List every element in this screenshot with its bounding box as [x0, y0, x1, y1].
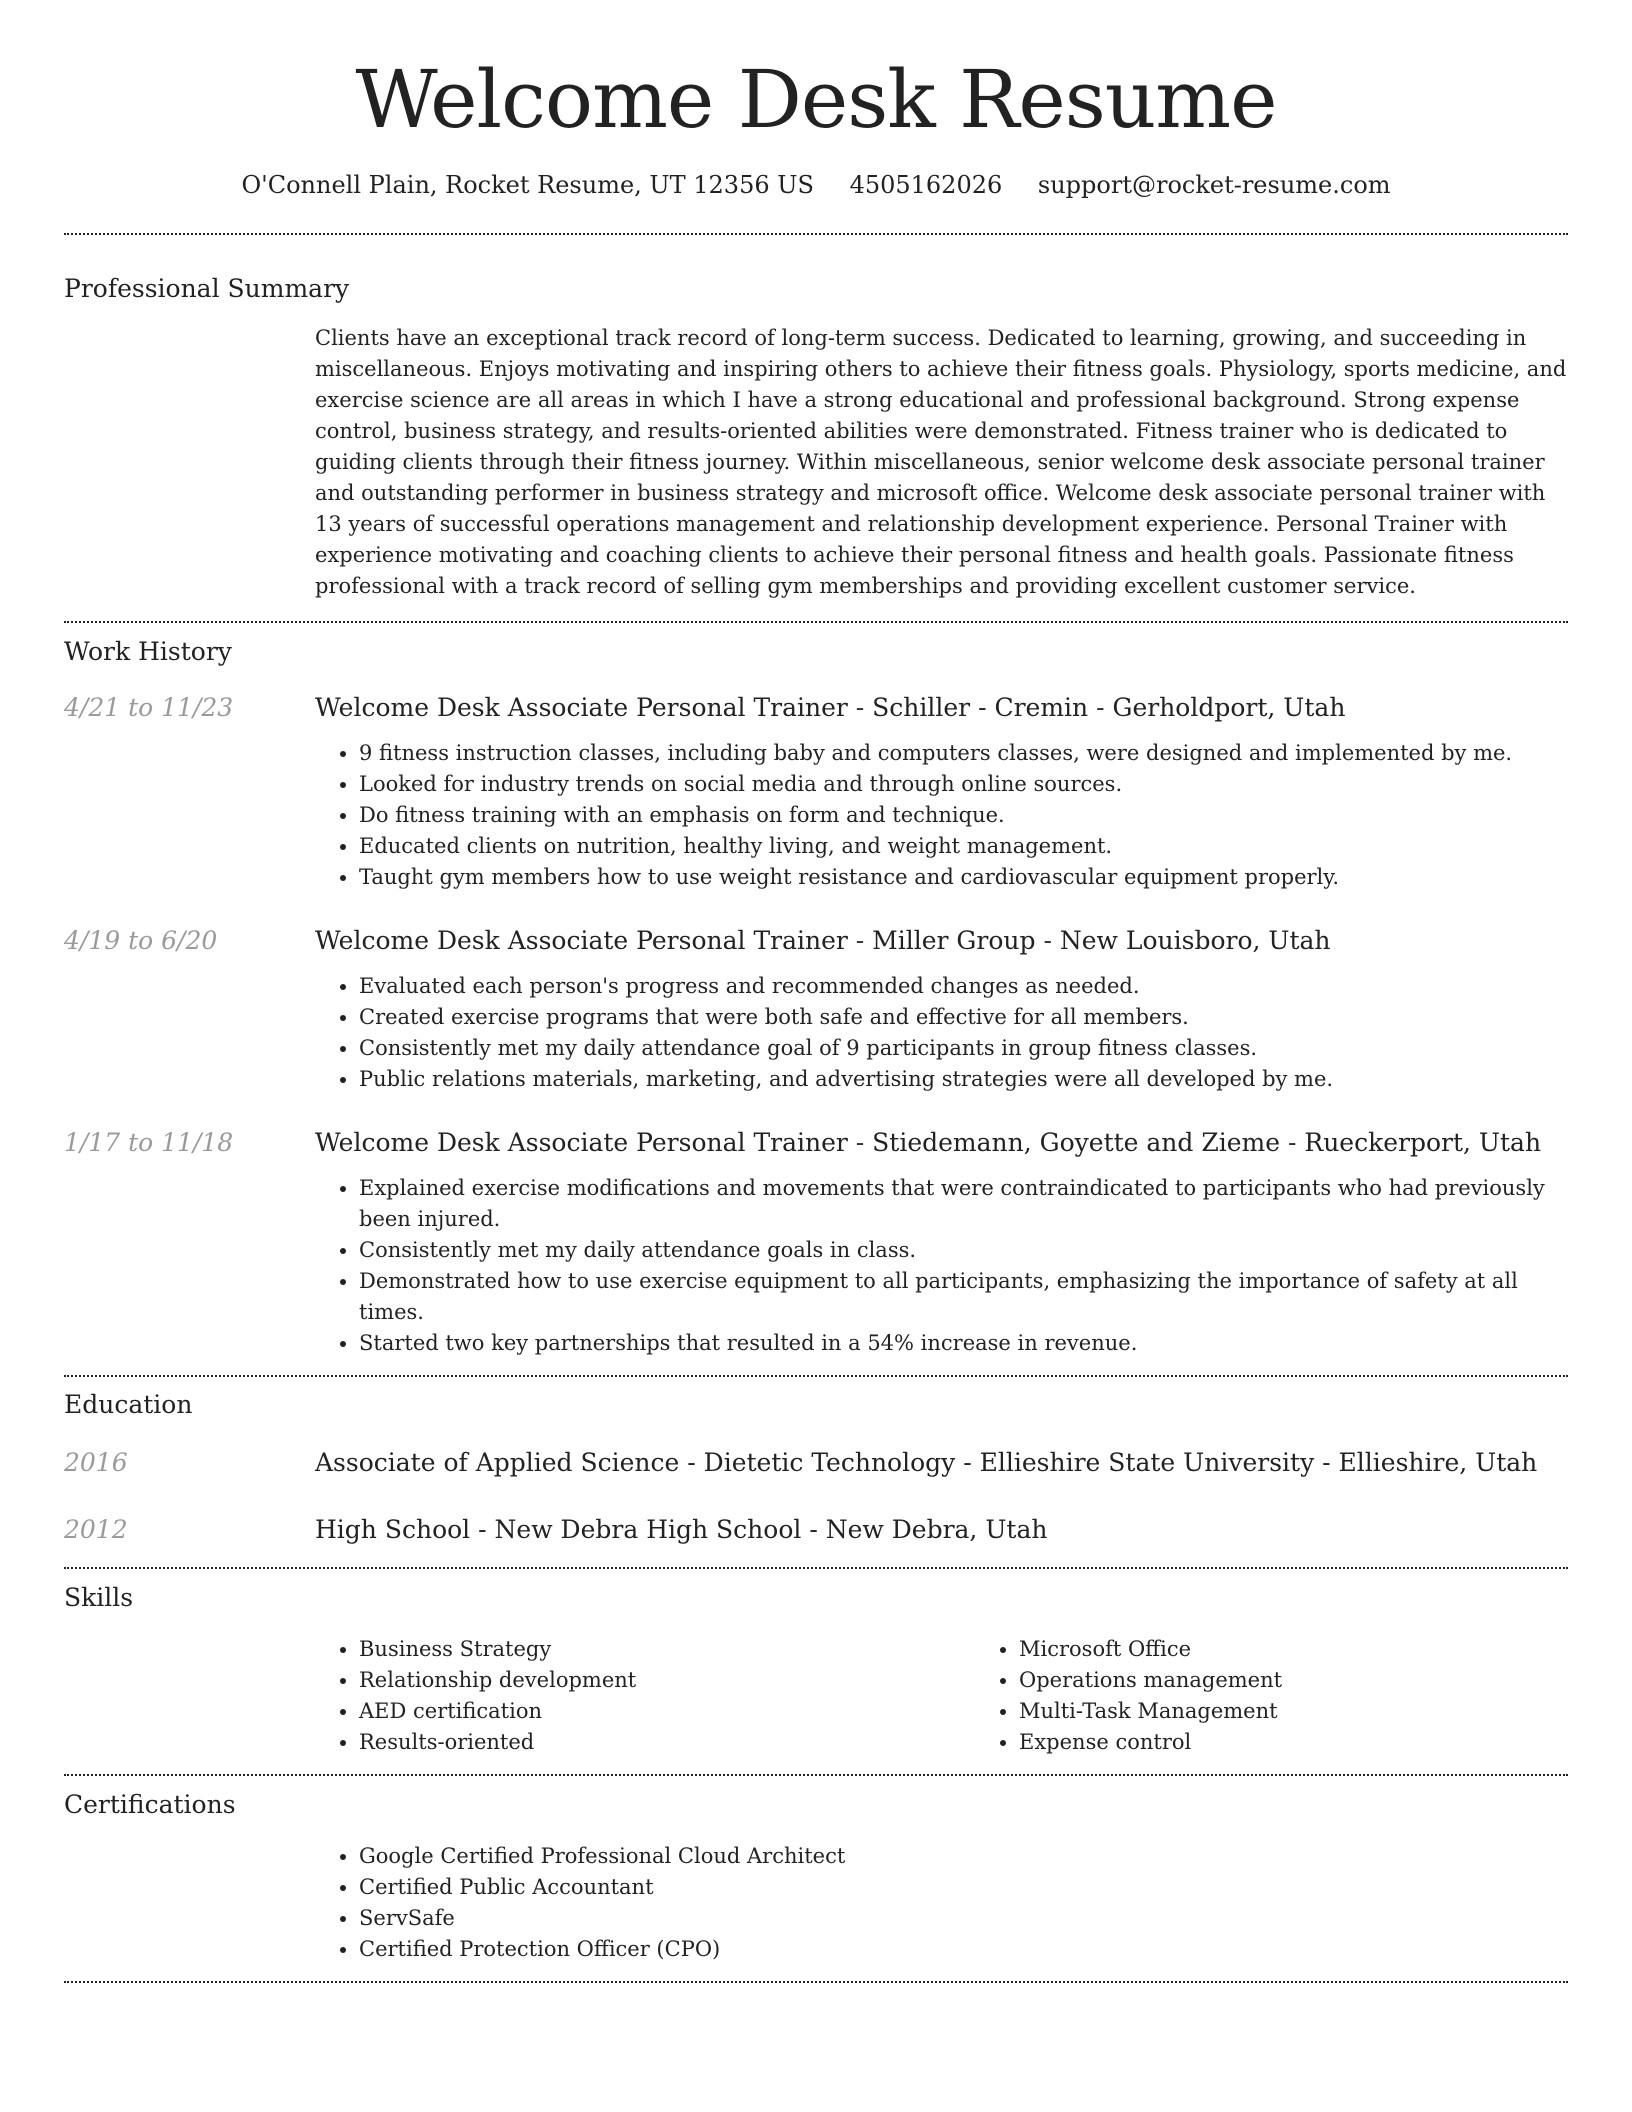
skill-item: • AED certification [359, 1696, 975, 1727]
divider [64, 1567, 1568, 1569]
job-title: Welcome Desk Associate Personal Trainer - Stiedemann, Goyette and Zieme - Rueckerport, Utah [315, 1128, 1542, 1157]
section-title-certifications: Certifications [64, 1790, 236, 1819]
education-degree: High School [315, 1515, 471, 1544]
certification-item: • Certified Protection Officer (CPO) [359, 1934, 1568, 1965]
section-title-summary: Professional Summary [64, 274, 350, 303]
education-year: 2012 [64, 1515, 128, 1544]
certification-item: • Certified Public Accountant [359, 1872, 1568, 1903]
section-title-education: Education [64, 1390, 193, 1419]
certification-item: • Google Certified Professional Cloud Architect [359, 1841, 1568, 1872]
divider [64, 1981, 1568, 1983]
contact-phone: 4505162026 [849, 171, 1003, 199]
job-entry [64, 924, 1568, 1095]
job-dates: 4/19 to 6/20 [64, 926, 218, 955]
job-entry [64, 691, 1568, 893]
education-location: Ellieshire, Utah [1338, 1448, 1538, 1477]
divider [64, 1774, 1568, 1776]
resume-page [64, 0, 1568, 1983]
list-item: • Explained exercise modifications and movements that were contraindicated to participants who had previously been injured. [359, 1173, 1568, 1235]
job-dates: 1/17 to 11/18 [64, 1128, 234, 1157]
education-year: 2016 [64, 1448, 128, 1477]
job-entry [64, 1126, 1568, 1359]
divider [64, 233, 1568, 235]
skill-item: • Relationship development [359, 1665, 975, 1696]
list-item: • Do fitness training with an emphasis on form and technique. [359, 800, 1568, 831]
list-item: • Created exercise programs that were both safe and effective for all members. [359, 1002, 1568, 1033]
divider [64, 621, 1568, 623]
skill-item: • Results-oriented [359, 1727, 975, 1758]
job-bullets [315, 1173, 1568, 1359]
list-item: • 9 fitness instruction classes, including baby and computers classes, were designed and implemented by me. [359, 738, 1568, 769]
skills-list [315, 1634, 1632, 1758]
education-school: Ellieshire State University [979, 1448, 1315, 1477]
certification-item: • ServSafe [359, 1903, 1568, 1934]
education-location: New Debra, Utah [825, 1515, 1048, 1544]
section-title-skills: Skills [64, 1583, 134, 1612]
section-title-work: Work History [64, 637, 232, 666]
divider [64, 1375, 1568, 1377]
job-bullets [315, 971, 1568, 1095]
list-item: • Demonstrated how to use exercise equipment to all participants, emphasizing the importance of safety at all times. [359, 1266, 1568, 1328]
list-item: • Taught gym members how to use weight resistance and cardiovascular equipment properly. [359, 862, 1568, 893]
contact-email: support@rocket-resume.com [1037, 171, 1391, 199]
list-item: • Evaluated each person's progress and recommended changes as needed. [359, 971, 1568, 1002]
list-item: • Educated clients on nutrition, healthy living, and weight management. [359, 831, 1568, 862]
skill-item: • Business Strategy [359, 1634, 975, 1665]
list-item: • Consistently met my daily attendance goals in class. [359, 1235, 1568, 1266]
skill-item: • Operations management [1019, 1665, 1632, 1696]
job-dates: 4/21 to 11/23 [64, 693, 234, 722]
contact-line [64, 168, 1568, 202]
resume-name: Welcome Desk Resume [355, 53, 1277, 146]
job-bullets [315, 738, 1568, 893]
list-item: • Public relations materials, marketing, and advertising strategies were all developed by me. [359, 1064, 1568, 1095]
list-item: • Consistently met my daily attendance goal of 9 participants in group fitness classes. [359, 1033, 1568, 1064]
list-item: • Looked for industry trends on social media and through online sources. [359, 769, 1568, 800]
education-entry: 2016 Associate of Applied Science - Dietetic Technology - Ellieshire State University - Ellieshire, Utah [64, 1446, 1568, 1480]
skill-item: • Expense control [1019, 1727, 1632, 1758]
skill-item: • Microsoft Office [1019, 1634, 1632, 1665]
job-title: Welcome Desk Associate Personal Trainer - Miller Group - New Louisboro, Utah [315, 926, 1331, 955]
education-degree: Associate of Applied Science - Dietetic Technology [315, 1448, 956, 1477]
contact-address: O'Connell Plain, Rocket Resume, UT 12356 US [241, 171, 814, 199]
summary-text: Clients have an exceptional track record of long-term success. Dedicated to learning, growing, and succeeding in miscellaneous. Enjoys motivating and inspiring others to achieve their fitness goals. Physiology, sports medicine, and exercise science are all areas in which I have a strong educational and professional background. Strong expense control, business strategy, and results-oriented abilities were demonstrated. Fitness trainer who is dedicated to guiding clients through their fitness journey. Within miscellaneous, senior welcome desk associate personal trainer and outstanding performer in business strategy and microsoft office. Welcome desk associate personal trainer with 13 years of successful operations management and relationship development experience. Personal Trainer with experience motivating and coaching clients to achieve their personal fitness and health goals. Passionate fitness professional with a track record of selling gym memberships and providing excellent customer service. [315, 326, 1567, 598]
education-entry: 2012 High School - New Debra High School - New Debra, Utah [64, 1513, 1568, 1547]
certifications-list [315, 1841, 1568, 1965]
skill-item: • Multi-Task Management [1019, 1696, 1632, 1727]
list-item: • Started two key partnerships that resulted in a 54% increase in revenue. [359, 1328, 1568, 1359]
education-school: New Debra High School [494, 1515, 802, 1544]
job-title: Welcome Desk Associate Personal Trainer - Schiller - Cremin - Gerholdport, Utah [315, 693, 1346, 722]
